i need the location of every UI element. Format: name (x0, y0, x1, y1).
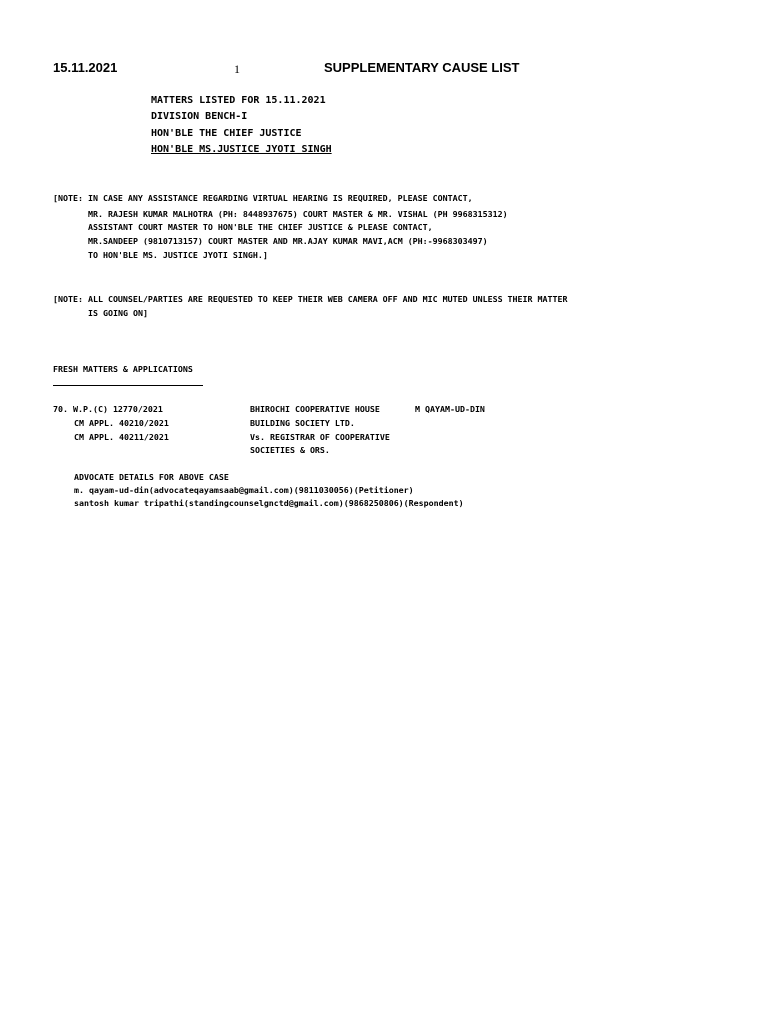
note1-line5: TO HON'BLE MS. JUSTICE JYOTI SINGH.] (88, 250, 268, 260)
note1-line3: ASSISTANT COURT MASTER TO HON'BLE THE CHIEF JUSTICE & PLEASE CONTACT, (88, 222, 433, 232)
division-bench: DIVISION BENCH-I (151, 111, 248, 122)
party-line-2: BUILDING SOCIETY LTD. (250, 418, 355, 428)
cause-list-date: 15.11.2021 (53, 60, 118, 75)
party-line-1: BHIROCHI COOPERATIVE HOUSE (250, 404, 380, 414)
advocate-detail-petitioner: m. qayam-ud-din(advocateqayamsaab@gmail.com)(9811030056)(Petitioner) (74, 485, 414, 495)
party-line-3: Vs. REGISTRAR OF COOPERATIVE (250, 432, 390, 442)
section-underline (53, 385, 203, 386)
case-application-2: CM APPL. 40211/2021 (74, 432, 169, 442)
note1-line1: [NOTE: IN CASE ANY ASSISTANCE REGARDING VIRTUAL HEARING IS REQUIRED, PLEASE CONTACT, (53, 193, 473, 203)
case-number: 70. W.P.(C) 12770/2021 (53, 404, 163, 414)
section-heading: FRESH MATTERS & APPLICATIONS (53, 364, 193, 374)
note1-line4: MR.SANDEEP (9810713157) COURT MASTER AND MR.AJAY KUMAR MAVI,ACM (PH:-9968303497) (88, 236, 488, 246)
page-number: 1 (234, 62, 240, 76)
party-line-4: SOCIETIES & ORS. (250, 445, 330, 455)
judge-justice-jyoti-singh: HON'BLE MS.JUSTICE JYOTI SINGH (151, 144, 332, 155)
note2-line2: IS GOING ON] (88, 308, 148, 318)
note2-line1: [NOTE: ALL COUNSEL/PARTIES ARE REQUESTED TO KEEP THEIR WEB CAMERA OFF AND MIC MUTED UNLESS THEIR MATTER (53, 294, 568, 304)
cause-list-title: SUPPLEMENTARY CAUSE LIST (324, 60, 520, 75)
judge-chief-justice: HON'BLE THE CHIEF JUSTICE (151, 128, 302, 139)
advocate-details-heading: ADVOCATE DETAILS FOR ABOVE CASE (74, 472, 229, 482)
advocate-detail-respondent: santosh kumar tripathi(standingcounselgnctd@gmail.com)(9868250806)(Respondent) (74, 498, 464, 508)
matters-listed-line: MATTERS LISTED FOR 15.11.2021 (151, 95, 326, 106)
note1-line2: MR. RAJESH KUMAR MALHOTRA (PH: 8448937675) COURT MASTER & MR. VISHAL (PH 9968315312) (88, 209, 508, 219)
case-application-1: CM APPL. 40210/2021 (74, 418, 169, 428)
case-advocate: M QAYAM-UD-DIN (415, 404, 485, 414)
